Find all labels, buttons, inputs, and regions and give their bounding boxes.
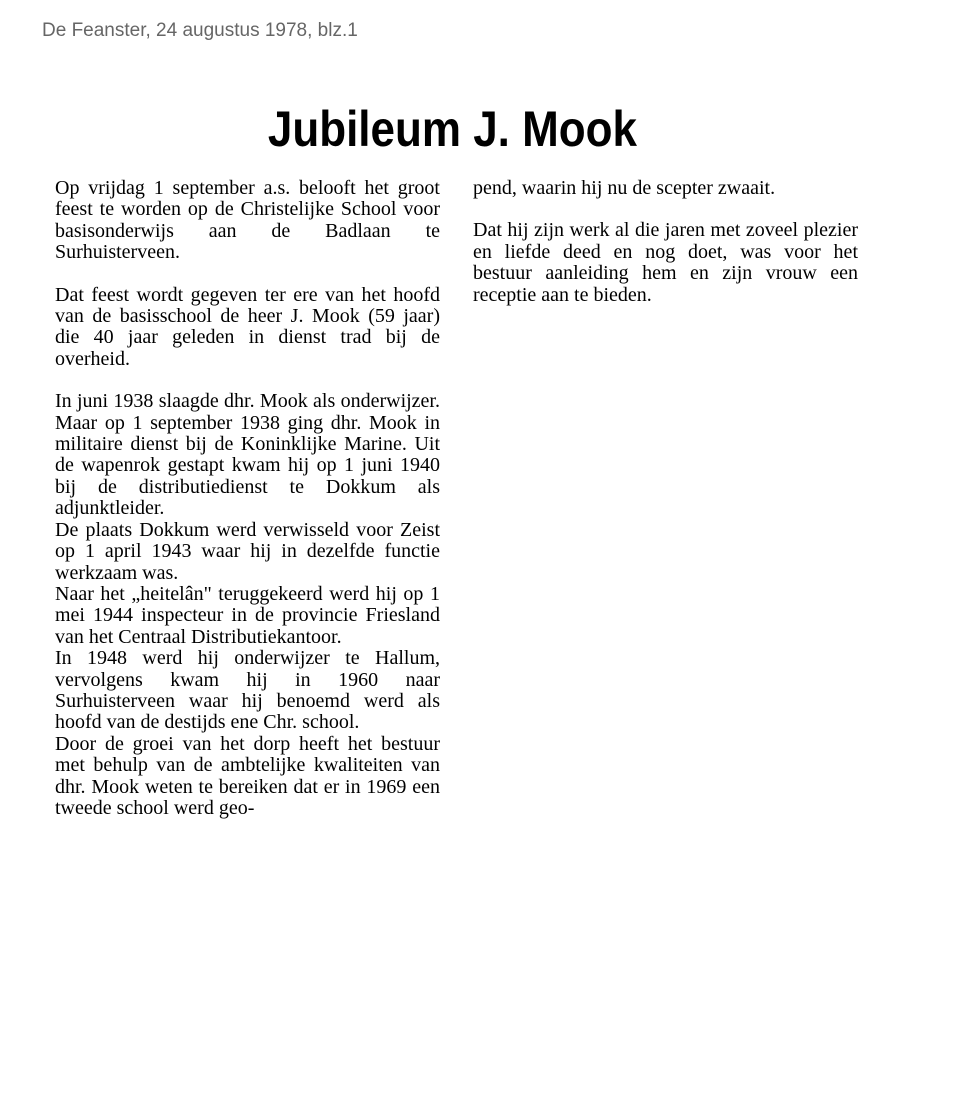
article-paragraph: Door de groei van het dorp heeft het bestuur met behulp van de ambtelijke kwaliteiten van dhr. Mook weten te bereiken dat er in 1969 een tweede school werd geo-: [55, 732, 440, 819]
source-caption: De Feanster, 24 augustus 1978, blz.1: [42, 20, 358, 41]
article-paragraph: Dat feest wordt gegeven ter ere van het hoofd van de basisschool de heer J. Mook (59 jaar) die 40 jaar geleden in dienst trad bij de overheid.: [55, 283, 440, 370]
article-paragraph: De plaats Dokkum werd verwisseld voor Zeist op 1 april 1943 waar hij in dezelfde functie werkzaam was.: [55, 518, 440, 584]
article-paragraph: In juni 1938 slaagde dhr. Mook als onderwijzer. Maar op 1 september 1938 ging dhr. Mook in militaire dienst bij de Koninklijke Marine. Uit de wapenrok gestapt kwam hij op 1 juni 1940 bij de distributiedienst te Dokkum als adjunktleider.: [55, 390, 440, 520]
article-paragraph: pend, waarin hij nu de scepter zwaait.: [473, 177, 776, 199]
article-paragraph: In 1948 werd hij onderwijzer te Hallum, vervolgens kwam hij in 1960 naar Surhuisterveen waar hij benoemd werd als hoofd van de destijds ene Chr. school.: [55, 647, 440, 734]
article-column-left: [55, 178, 440, 819]
article-column-right: [473, 178, 858, 306]
article-headline: Jubileum J. Mook: [267, 101, 638, 157]
article-paragraph: Dat hij zijn werk al die jaren met zoveel plezier en liefde deed en nog doet, was voor het bestuur aanleiding hem en zijn vrouw een receptie aan te bieden.: [473, 219, 858, 306]
article-paragraph: Naar het „heitelân" teruggekeerd werd hij op 1 mei 1944 inspecteur in de provincie Friesland van het Centraal Distributiekantoor.: [55, 582, 440, 648]
article-paragraph: Op vrijdag 1 september a.s. belooft het groot feest te worden op de Christelijke School voor basisonderwijs aan de Badlaan te Surhuisterveen.: [55, 177, 440, 264]
